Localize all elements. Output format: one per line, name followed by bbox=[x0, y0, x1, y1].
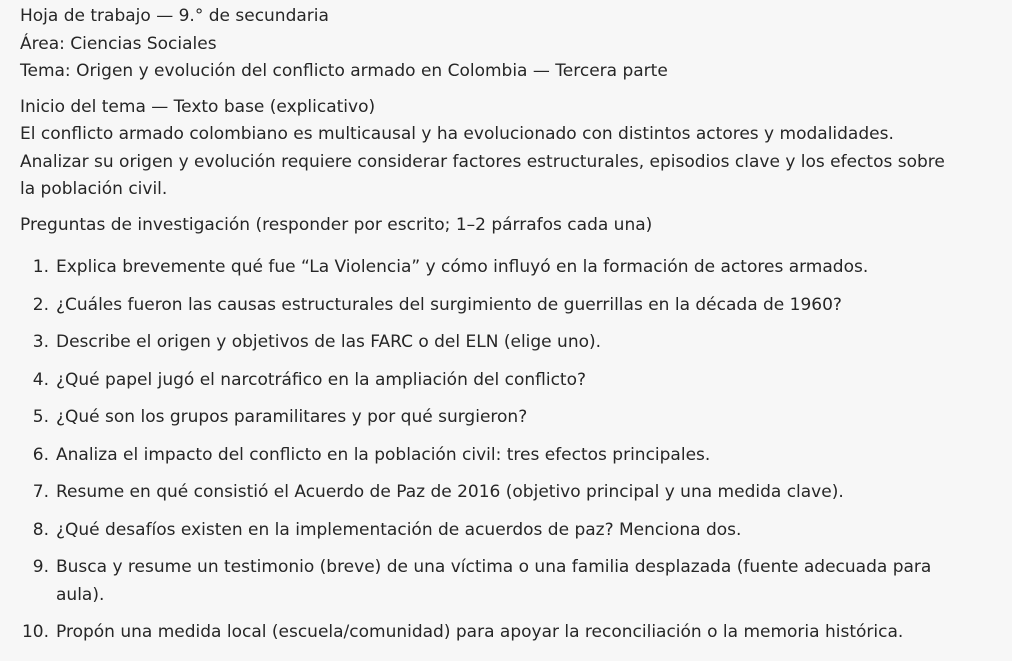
question-text: ¿Cuáles fueron las causas estructurales del surgimiento de guerrillas en la década de 1960? bbox=[56, 294, 842, 315]
question-item bbox=[20, 442, 1012, 470]
question-item bbox=[20, 367, 1012, 395]
question-number: 5. bbox=[32, 407, 49, 427]
worksheet-header bbox=[20, 3, 1012, 86]
intro-heading: Inicio del tema — Texto base (explicativo) bbox=[20, 96, 376, 117]
question-item bbox=[20, 329, 1012, 357]
topic-line: Tema: Origen y evolución del conflicto armado en Colombia — Tercera parte bbox=[20, 61, 668, 81]
question-number: 6. bbox=[32, 444, 49, 465]
question-number: 4. bbox=[32, 369, 49, 390]
question-text: ¿Qué desafíos existen en la implementación de acuerdos de paz? Menciona dos. bbox=[56, 519, 742, 540]
question-text: Analiza el impacto del conflicto en la población civil: tres efectos principales. bbox=[56, 444, 711, 465]
question-text: Propón una medida local (escuela/comunidad) para apoyar la reconciliación o la memoria histórica. bbox=[56, 622, 904, 642]
question-text: Resume en qué consistió el Acuerdo de Paz de 2016 (objetivo principal y una medida clave). bbox=[56, 482, 844, 502]
question-item bbox=[20, 292, 1012, 320]
questions-list bbox=[20, 254, 1012, 647]
question-number: 3. bbox=[32, 332, 49, 352]
question-item bbox=[20, 254, 1012, 282]
question-text: Explica brevemente qué fue “La Violencia” y cómo influyó en la formación de actores armados. bbox=[56, 257, 869, 277]
question-number: 9. bbox=[32, 557, 49, 577]
question-text: Describe el origen y objetivos de las FARC o del ELN (elige uno). bbox=[56, 332, 602, 352]
question-number: 2. bbox=[32, 294, 49, 315]
question-number: 8. bbox=[32, 519, 49, 540]
intro-section bbox=[20, 94, 1012, 204]
question-item bbox=[20, 479, 1012, 507]
question-number: 10. bbox=[21, 622, 49, 642]
question-item bbox=[20, 404, 1012, 432]
question-item bbox=[20, 517, 1012, 545]
question-text: Busca y resume un testimonio (breve) de una víctima o una familia desplazada (fuente adecuada para aula). bbox=[56, 557, 932, 605]
intro-body: El conflicto armado colombiano es multicausal y ha evolucionado con distintos actores y modalidades. Analizar su origen y evolución requiere considerar factores estructurales, episodios clave y los efectos sobre la población civil. bbox=[20, 124, 945, 199]
question-item bbox=[20, 619, 1012, 647]
worksheet-title: Hoja de trabajo — 9.° de secundaria bbox=[20, 6, 329, 26]
question-number: 7. bbox=[32, 482, 49, 502]
question-text: ¿Qué son los grupos paramilitares y por qué surgieron? bbox=[56, 407, 528, 427]
questions-heading: Preguntas de investigación (responder por escrito; 1–2 párrafos cada una) bbox=[20, 214, 653, 235]
question-item bbox=[20, 554, 1012, 609]
question-number: 1. bbox=[32, 257, 49, 277]
question-text: ¿Qué papel jugó el narcotráfico en la ampliación del conflicto? bbox=[56, 369, 587, 390]
subject-area: Área: Ciencias Sociales bbox=[20, 33, 217, 54]
